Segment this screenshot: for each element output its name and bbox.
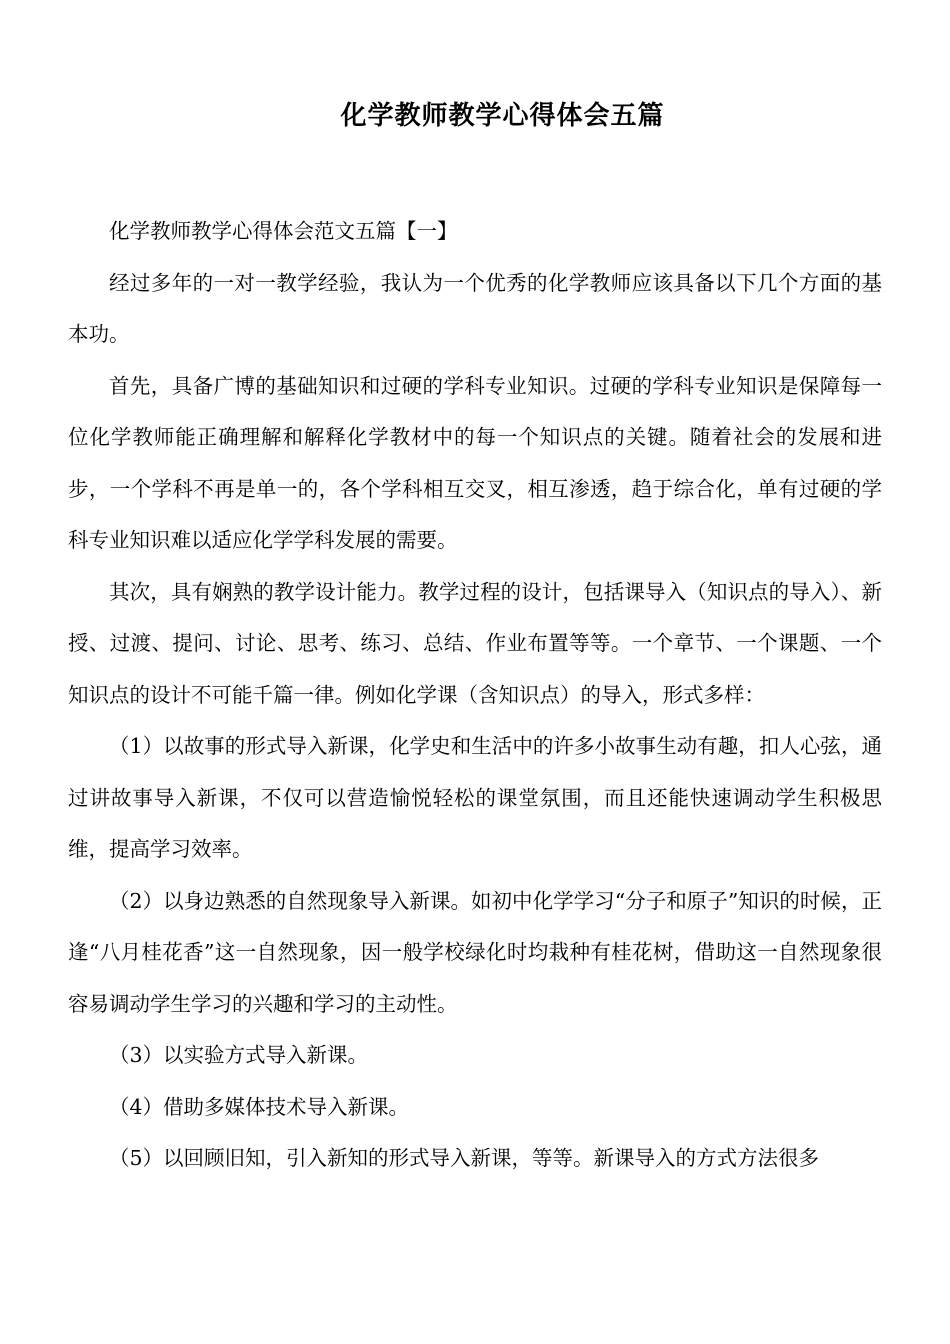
document-body [68, 206, 882, 1185]
paragraph: （3）以实验方式导入新课。 [109, 1043, 369, 1067]
document-title: 化学教师教学心得体会五篇 [340, 101, 665, 131]
paragraph-subtitle: 化学教师教学心得体会范文五篇【一】 [109, 219, 458, 243]
paragraph: 经过多年的一对一教学经验，我认为一个优秀的化学教师应该具备以下几个方面的基本功。 [68, 270, 882, 346]
paragraph: （4）借助多媒体技术导入新课。 [109, 1094, 410, 1119]
paragraph: （5）以回顾旧知，引入新知的形式导入新课，等等。新课导入的方式方法很多 [109, 1146, 820, 1170]
paragraph: （1）以故事的形式导入新课，化学史和生活中的许多小故事生动有趣，扣人心弦，通过讲故事导入新课，不仅可以营造愉悦轻松的课堂氛围，而且还能快速调动学生积极思维，提高学习效率。 [68, 734, 882, 861]
paragraph: 其次，具有娴熟的教学设计能力。教学过程的设计，包括课导入（知识点的导入）、新授、过渡、提问、讨论、思考、练习、总结、作业布置等等。一个章节、一个课题、一个知识点的设计不可能千篇一律。例如化学课（含知识点）的导入，形式多样： [68, 579, 882, 707]
paragraph: （2）以身边熟悉的自然现象导入新课。如初中化学学习“分子和原子”知识的时候，正逢“八月桂花香”这一自然现象，因一般学校绿化时均栽种有桂花树，借助这一自然现象很容易调动学生学习的兴趣和学习的主动性。 [68, 888, 882, 1016]
paragraph: 首先，具备广博的基础知识和过硬的学科专业知识。过硬的学科专业知识是保障每一位化学教师能正确理解和解释化学教材中的每一个知识点的关键。随着社会的发展和进步，一个学科不再是单一的，各个学科相互交叉，相互渗透，趋于综合化，单有过硬的学科专业知识难以适应化学学科发展的需要。 [68, 373, 882, 552]
